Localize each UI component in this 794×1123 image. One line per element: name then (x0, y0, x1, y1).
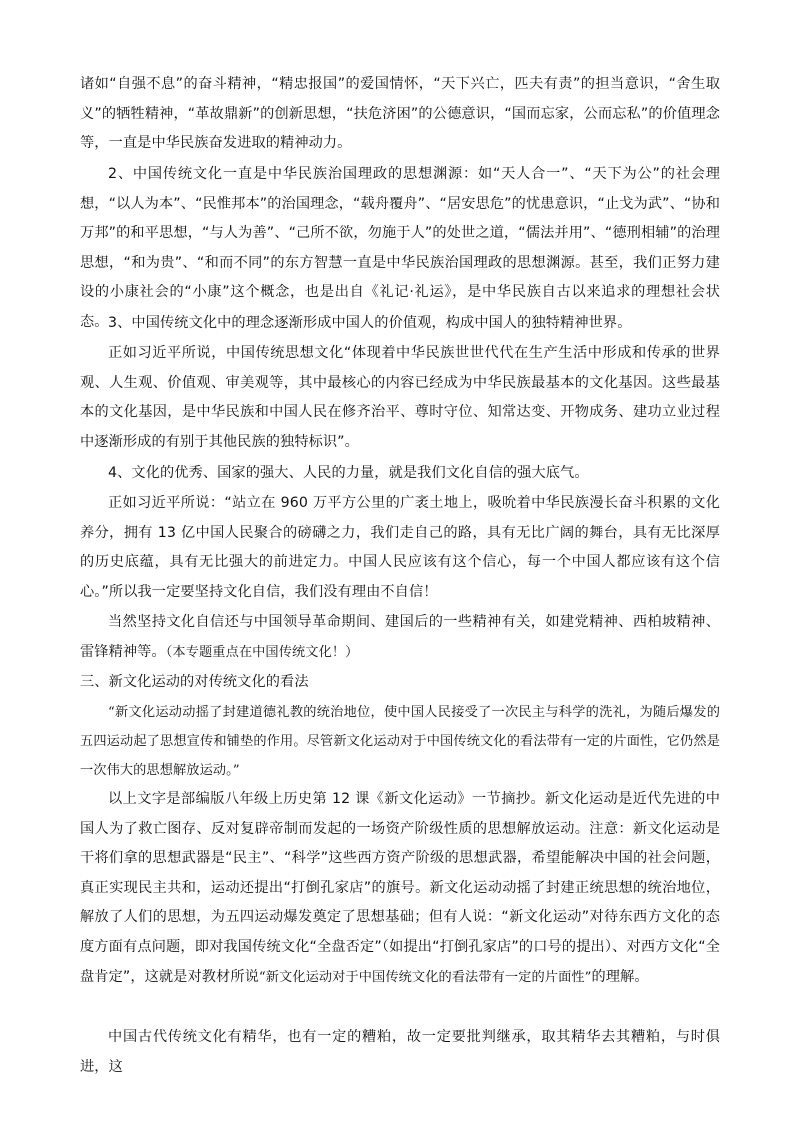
section-heading: 三、新文化运动的对传统文化的看法 (80, 674, 309, 690)
paragraph-spirits-text: 当然坚持文化自信还与中国领导革命期间、建国后的一些精神有关，如建党精神、西柏坡精神、雷锋精神等。 (80, 614, 720, 660)
textbook-quote: “新文化运动动摇了封建道德礼教的统治地位，使中国人民接受了一次民主与科学的洗礼，为随后爆发的五四运动起了思想宣传和铺垫的作用。尽管新文化运动对于中国传统文化的看法带有一定的片面性，它仍然是一次伟大的思想解放运动。” (80, 705, 720, 778)
paragraph-nc-end: 的理解。 (591, 968, 649, 985)
paragraph-spirit: 诸如“自强不息”的奋斗精神，“精忠报国”的爱国情怀，“天下兴亡，匹夫有责”的担当意识，“舍生取义”的牺牲精神，“革故鼎新”的创新思想，“扶危济困”的公德意识，“国而忘家，公而忘私”的价值理念等，一直是中华民族奋发进取的精神动力。 (80, 76, 720, 152)
paragraph-critical-inheritance: 中国古代传统文化有精华，也有一定的糟粕，故一定要批判继承，取其精华去其糟粕，与时俱进，这 (80, 1029, 720, 1075)
paragraph-xi-quote-2: 正如习近平所说：“站立在 960 万平方公里的广袤土地上，吸吮着中华民族漫长奋斗积累的文化养分，拥有 13 亿中国人民聚合的磅礴之力，我们走自己的路，具有无比广阔的舞台，具有无比深厚的历史底蕴，具有无比强大的前进定力。中国人民应该有这个信心，每一个中国人都应该有这个信心。”所以我一定要坚持文化自信，我们没有理由不自信！ (80, 495, 720, 600)
paragraph-nc-quote: “新文化运动对于中国传统文化的看法带有一定的片面性” (258, 969, 592, 985)
paragraph-nc-text: 以上文字是部编版八年级上历史第 12 课《新文化运动》一节摘抄。新文化运动是近代先进的中国人为了救亡图存、反对复辟帝制而发起的一场资产阶级性质的思想解放运动。注意：新文化运动是干将们拿的思想武器是“民主”、“科学”这些西方资产阶级的思想武器，希望能解决中国的社会问题，真正实现民主共和，运动还提出“打倒孔家店”的旗号。新文化运动动摇了封建正统思想的统治地位，解放了人们的思想，为五四运动爆发奠定了思想基础；但有人说：“新文化运动”对待东西方文化的态度方面有点问题，即对我国传统文化“全盘否定”（如提出“打倒孔家店”的口号的提出）、对西方文化“全盘肯定”，这就是对教材所说 (80, 791, 720, 985)
paragraph-new-culture-movement (80, 785, 720, 992)
paragraph-point-3: 3、中国传统文化中的理念逐渐形成中国人的价值观，构成中国人的独特精神世界。 (108, 315, 632, 331)
paragraph-point-4: 4、文化的优秀、国家的强大、人民的力量，就是我们文化自信的强大底气。 (108, 465, 589, 481)
paragraph-spirits (80, 608, 720, 667)
paragraph-xi-quote-1: 正如习近平所说，中国传统思想文化“体现着中华民族世世代代在生产生活中形成和传承的世界观、人生观、价值观、审美观等，其中最核心的内容已经成为中华民族最基本的文化基因。这些最基本的文化基因，是中华民族和中国人民在修齐治平、尊时守位、知常达变、开物成务、建功立业过程中逐渐形成的有别于其他民族的独特标识”。 (80, 345, 720, 450)
paragraph-point-2: 2、中国传统文化一直是中华民族治国理政的思想渊源：如“天人合一”、“天下为公”的社会理想，“以人为本”、“民惟邦本”的治国理念，“载舟覆舟”、“居安思危”的忧患意识，“止戈为武”、“协和万邦”的和平思想，“与人为善”、“己所不欲，勿施于人”的处世之道，“儒法并用”、“德刑相辅”的治理思想，“和为贵”、“和而不同”的东方智慧一直是中华民族治国理政的思想渊源。甚至，我们正努力建设的小康社会的“小康”这个概念，也是出自《礼记·礼运》，是中华民族自古以来追求的理想社会状态。 (80, 166, 720, 330)
focus-note: （本专题重点在中国传统文化！） (165, 644, 359, 660)
